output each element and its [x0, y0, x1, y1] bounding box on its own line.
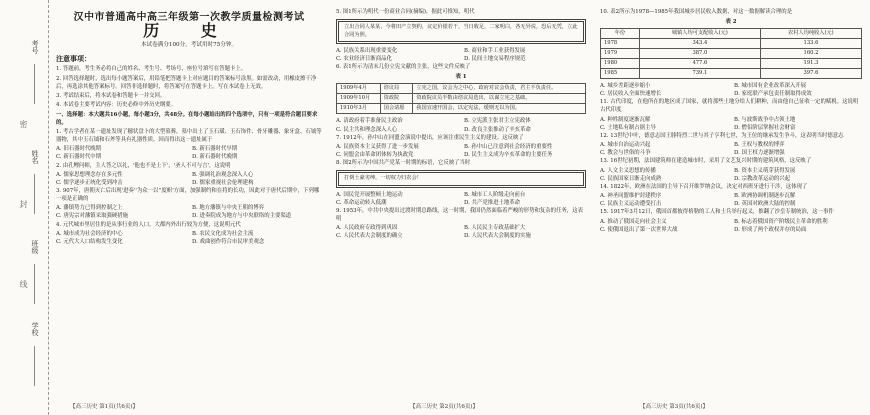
table-cell: 477.6 [639, 59, 760, 69]
option: D. 进奏院成为地方与中央联络的主要渠道 [192, 213, 292, 220]
option: A. 国民党开展整顿土地运动 [336, 191, 403, 198]
option: D. 民间土地交易程序规范 [464, 56, 526, 63]
section-heading: 一、选择题：本大题共16小题，每小题3分，共48分。在每小题给出的四个选项中，只有一项是符合题目要求的。 [56, 111, 318, 126]
option: B. 商业和手工业获得发展 [464, 48, 526, 55]
question-options [336, 224, 586, 240]
table-cell: 1909年4月 [337, 84, 381, 94]
question-options [600, 141, 862, 157]
question-text: 8. 图2所示为中国共产党某一时期的标语，它反映了当时 [336, 160, 471, 167]
table-header-row [601, 29, 862, 39]
table-row [601, 39, 862, 49]
exam-subject: 历 史 [143, 21, 235, 41]
question-text: 9. 1953年，中共中央提出过渡时期总路线，这一时期，我国仍然面临着严峻的形势和复杂的任务，这表明 [336, 207, 583, 222]
table-header: 年份 [601, 29, 640, 39]
option: B. 立宪派主张君主立宪政体 [464, 118, 531, 125]
option: B. 孙中山已注意到社会经济的重要性 [464, 143, 553, 150]
option: C. 教会与世俗的斗争 [600, 150, 651, 157]
option: D. 宗教改革运动的兴起 [734, 175, 791, 182]
binding-label: 姓名 [31, 150, 39, 164]
option: C. 唐宪宗对藩镇采取强硬措施 [56, 213, 129, 220]
question-text: 4. 元代城市里居住的是从事行业的人口，大都内外出行较为方便，这说明元代 [56, 221, 241, 228]
question-text: 2. 由孔鲤问师，主人答之以礼，'他也不是上下'，'圣人不可与言'，这说明 [56, 162, 231, 169]
option: D. 改良主张推动了辛亥革命 [464, 126, 531, 133]
page-footer: 【高三历史 第1页(共6页)】 [70, 404, 139, 410]
page-footer: 【高三历史 第2页(共6页)】 [410, 404, 479, 410]
table-cell: 191.3 [760, 59, 861, 69]
option: D. 戏曲创作符合市民审美观念 [192, 238, 265, 245]
option: C. 元代大人口结构发生变化 [56, 238, 123, 245]
table-cell: 国会请愿 [380, 104, 413, 114]
table-cell: 397.6 [760, 69, 861, 79]
question-options [336, 117, 586, 133]
table-cell: 133.6 [760, 39, 861, 49]
table-caption: 表 2 [725, 19, 737, 26]
table-row [337, 94, 586, 104]
question-text: 13. 16世纪初期，法国建筑师在建造城市时，采用了文艺复兴时期的建筑风格，这反映了 [600, 158, 812, 165]
page-footer: 【高三历史 第3页(共6页)】 [640, 404, 709, 410]
option: B. 新石器时代早期 [192, 146, 238, 153]
question-options [600, 218, 862, 234]
option: B. 人民民主专政基础扩大 [464, 225, 526, 232]
question-text: 11. 古代印度，在他所在的地区成了国家，就将那些土地分给人们耕种，而由他自己征收一定的赋税。这说明古代印度 [600, 99, 859, 114]
notice-item: 4. 本试卷主要考试内容：历史必修中外历史纲要。 [56, 102, 177, 109]
table-cell: 1985 [601, 69, 640, 79]
question-options [336, 191, 586, 207]
option: B. 与波斯战争中占领土地 [734, 116, 796, 123]
page-2 [336, 8, 586, 403]
question-text: 15. 1917年3月12日，俄国首都彼得格勒的工人和士兵举行起义，推翻了沙皇专制统治，这一事件 [600, 209, 834, 216]
option: D. 新石器时代晚期 [192, 154, 238, 161]
option: A. 人民政府专政得到巩固 [336, 225, 398, 232]
option: B. 城市工人阶级走向前台 [464, 191, 526, 198]
question-text: 12. 13世纪中叶，德意志国王腓特烈二世与其子亨利七世，为王位的继承发生争斗，这表明当时德意志 [600, 132, 844, 139]
option: B. 农民文化成为社会主流 [192, 230, 254, 237]
seal-char: 密 [19, 120, 28, 134]
table-row [337, 104, 586, 114]
option: A. 城乡差距逐步缩小 [600, 83, 651, 90]
notice-item: 3. 考试结束后，将本试卷和答题卡一并交回。 [56, 93, 166, 100]
option: B. 强调礼治观念深入人心 [192, 171, 254, 178]
table-row [601, 49, 862, 59]
option: C. 儒学逐步正统化受到冲击 [56, 179, 123, 186]
fill-line [34, 64, 35, 104]
question-text: 10. 表2所示为1978—1985年我国城乡居民收入数据，对这一数据解读合理的是 [600, 9, 793, 15]
option: C. 同盟会由革命团体转为执政党 [336, 152, 414, 159]
question-text: 6. 表1所示为清末几份立宪文献的主张，这些文件反映了 [336, 64, 471, 71]
option: B. 欧洲协调机制逐步瓦解 [734, 193, 796, 200]
seal-char: 封 [19, 200, 28, 214]
option: A. 神圣同盟维护封建秩序 [600, 193, 662, 200]
option: A. 儒家思想理念存在多元性 [56, 171, 123, 178]
option: A. 推动了俄国走向社会主义 [600, 218, 667, 225]
question-options [56, 204, 322, 220]
table-cell: 我国宜速开国会，以定宪法，缓则无以为国。 [413, 104, 586, 114]
option: B. 王权与教权的博弈 [734, 142, 785, 149]
table-cell: 1978 [601, 39, 640, 49]
table-cell: 谘议局 [380, 84, 413, 94]
question-text: 1. 考古学者在某一遗址发现了穗状盘卜的大型墓葬，墓中出土了玉石璜、玉石饰件、骨牙雕器、象牙盒、石钺等器物，其中玉石钺和石斧等具有礼器性质。因而得出这一遗址属于 [56, 128, 322, 144]
question-options [600, 82, 862, 98]
option: C. 革命运动转入低潮 [336, 199, 387, 206]
option: A. 藩镇势力已得到控制之上 [56, 205, 123, 212]
option: A. 民族关系出现重要变化 [336, 48, 398, 55]
option: A. 种姓制度逐渐瓦解 [600, 116, 651, 123]
option: B. 标志着俄国资产阶级民主革命的胜利 [734, 218, 828, 225]
fill-line [34, 264, 35, 304]
option: A. 清政府着手准备民主政治 [336, 118, 403, 125]
table-row [601, 59, 862, 69]
option: B. 地方藩镇与中央王朝的博弈 [192, 205, 265, 212]
option: A. 民族资本主义获得了进一步发展 [336, 143, 419, 150]
table-cell: 1979 [601, 49, 640, 59]
source-box: 打倒土豪劣绅，一切权力归农会！ [336, 170, 586, 188]
question-text: 5. 图1所示为明代一份商业合同(摘编)，据此可推知，明代 [336, 9, 475, 15]
seal-char: 线 [19, 280, 28, 294]
page-3 [600, 8, 862, 403]
option: C. 民族国家日渐走向成熟 [600, 175, 662, 182]
option: C. 民族主义运动遭受打击 [600, 201, 662, 208]
binding-label: 学校 [31, 322, 39, 336]
option: D. 国王权力逐渐增强 [734, 150, 785, 157]
option: D. 英国对欧洲大陆的控制 [734, 201, 796, 208]
table-cell: 343.4 [639, 39, 760, 49]
source-box: 立出合同人某某，今将田产立契约，议定价银若干，当日收足，二家明白，各无异说，恐后无凭，立此合同为照。 [336, 19, 586, 44]
question-options [336, 143, 586, 159]
data-table [600, 28, 862, 79]
question-text: 7. 1912年，孙中山在同盟会演说中提出，应该注重民生主义的建设。这反映了 [336, 134, 524, 141]
exam-subtitle: 本试卷满分100分，考试用时75分钟。 [140, 42, 238, 49]
option: D. 人民代表大会制度的实施 [464, 233, 531, 240]
exam-title: 汉中市普通高中高三年级第一次教学质量检测考试 [73, 12, 305, 23]
table-cell: 387.0 [639, 49, 760, 59]
option: D. 共产党推进土地革命 [464, 199, 521, 206]
option: D. 民生主义成为辛亥革命的主要任务 [464, 152, 553, 159]
option: B. 资本主义萌芽获得发展 [734, 167, 796, 174]
option: D. 家庭联产承包责任制取得成效 [734, 91, 812, 98]
binding-label: 班级 [31, 240, 39, 254]
question-options [336, 47, 586, 63]
option: A. 城市成为社会经济的中心 [56, 230, 123, 237]
notice-heading: 注意事项： [56, 54, 91, 64]
table-row [601, 69, 862, 79]
binding-strip [0, 0, 49, 415]
data-table [336, 83, 586, 114]
option: C. 新石器时代中期 [56, 154, 102, 161]
table-cell: 资政院 [380, 94, 413, 104]
question-options [600, 192, 862, 208]
table-cell: 资政院议员半数由谘议局选出，以谋立宪之基础。 [413, 94, 586, 104]
question-options [56, 145, 322, 161]
question-options [56, 171, 322, 187]
option: D. 形成了两个政权并存的局面 [734, 226, 807, 233]
option: C. 农业经济日渐商品化 [336, 56, 392, 63]
option: C. 人民代表大会制度的确立 [336, 233, 403, 240]
option: A. 旧石器时代晚期 [56, 146, 102, 153]
option: D. 僧侣阶层掌握社会财富 [734, 124, 796, 131]
option: B. 城市国有企业改革深入开展 [734, 83, 807, 90]
table-header: 农村人均纯收入(元) [760, 29, 861, 39]
option: C. 使俄国退出了第一次世界大战 [600, 226, 678, 233]
binding-label: 考号 [31, 40, 39, 54]
table-cell: 1980 [601, 59, 640, 69]
table-cell: 160.2 [760, 49, 861, 59]
question-options [600, 167, 862, 183]
question-text: 14. 1822年，欧洲在法国的主导下召开维罗纳会议，决定对西班牙进行干涉，这体现了 [600, 183, 808, 190]
notice-item: 2. 回答选择题时，选出每小题答案后，用铅笔把答题卡上对应题目的答案标号涂黑。如需改动，用橡皮擦干净后，再选涂其他答案标号。回答非选择题时，将答案写在答题卡上。写在本试卷上无效。 [56, 75, 317, 90]
fill-line [34, 346, 35, 386]
option: C. 居民收入全面快速增长 [600, 91, 662, 98]
table-row [337, 84, 586, 94]
notice-item: 1. 答题前，考生务必将自己的姓名、考生号、考场号、座位号填写在答题卡上。 [56, 66, 247, 73]
option: C. 民主共和理念深入人心 [336, 126, 398, 133]
table-header: 城镇人均可支配收入(元) [639, 29, 760, 39]
table-caption: 表 1 [455, 74, 467, 81]
table-cell: 1909年10月 [337, 94, 381, 104]
option: C. 土地私有制占据主导 [600, 124, 656, 131]
question-text: 3. 907年，唐朝灭亡后出现'进奏''为众一以''度帜'方面，加强制约和在将的长功，因此对于唐代后期中，下列哪一项是正确的 [56, 188, 320, 203]
question-options [600, 116, 862, 132]
table-cell: 1910年3月 [337, 104, 381, 114]
option: D. 儒家重视社会伦理建构 [192, 179, 254, 186]
option: A. 人文主义思想的传播 [600, 167, 656, 174]
table-cell: 739.1 [639, 69, 760, 79]
option: A. 城市自治运动兴起 [600, 142, 651, 149]
question-options [56, 230, 322, 246]
page-1 [56, 8, 322, 403]
table-cell: 立宪之国，议会为之中心，政府对议会负责，君主不负责任。 [413, 84, 586, 94]
fill-line [34, 174, 35, 214]
